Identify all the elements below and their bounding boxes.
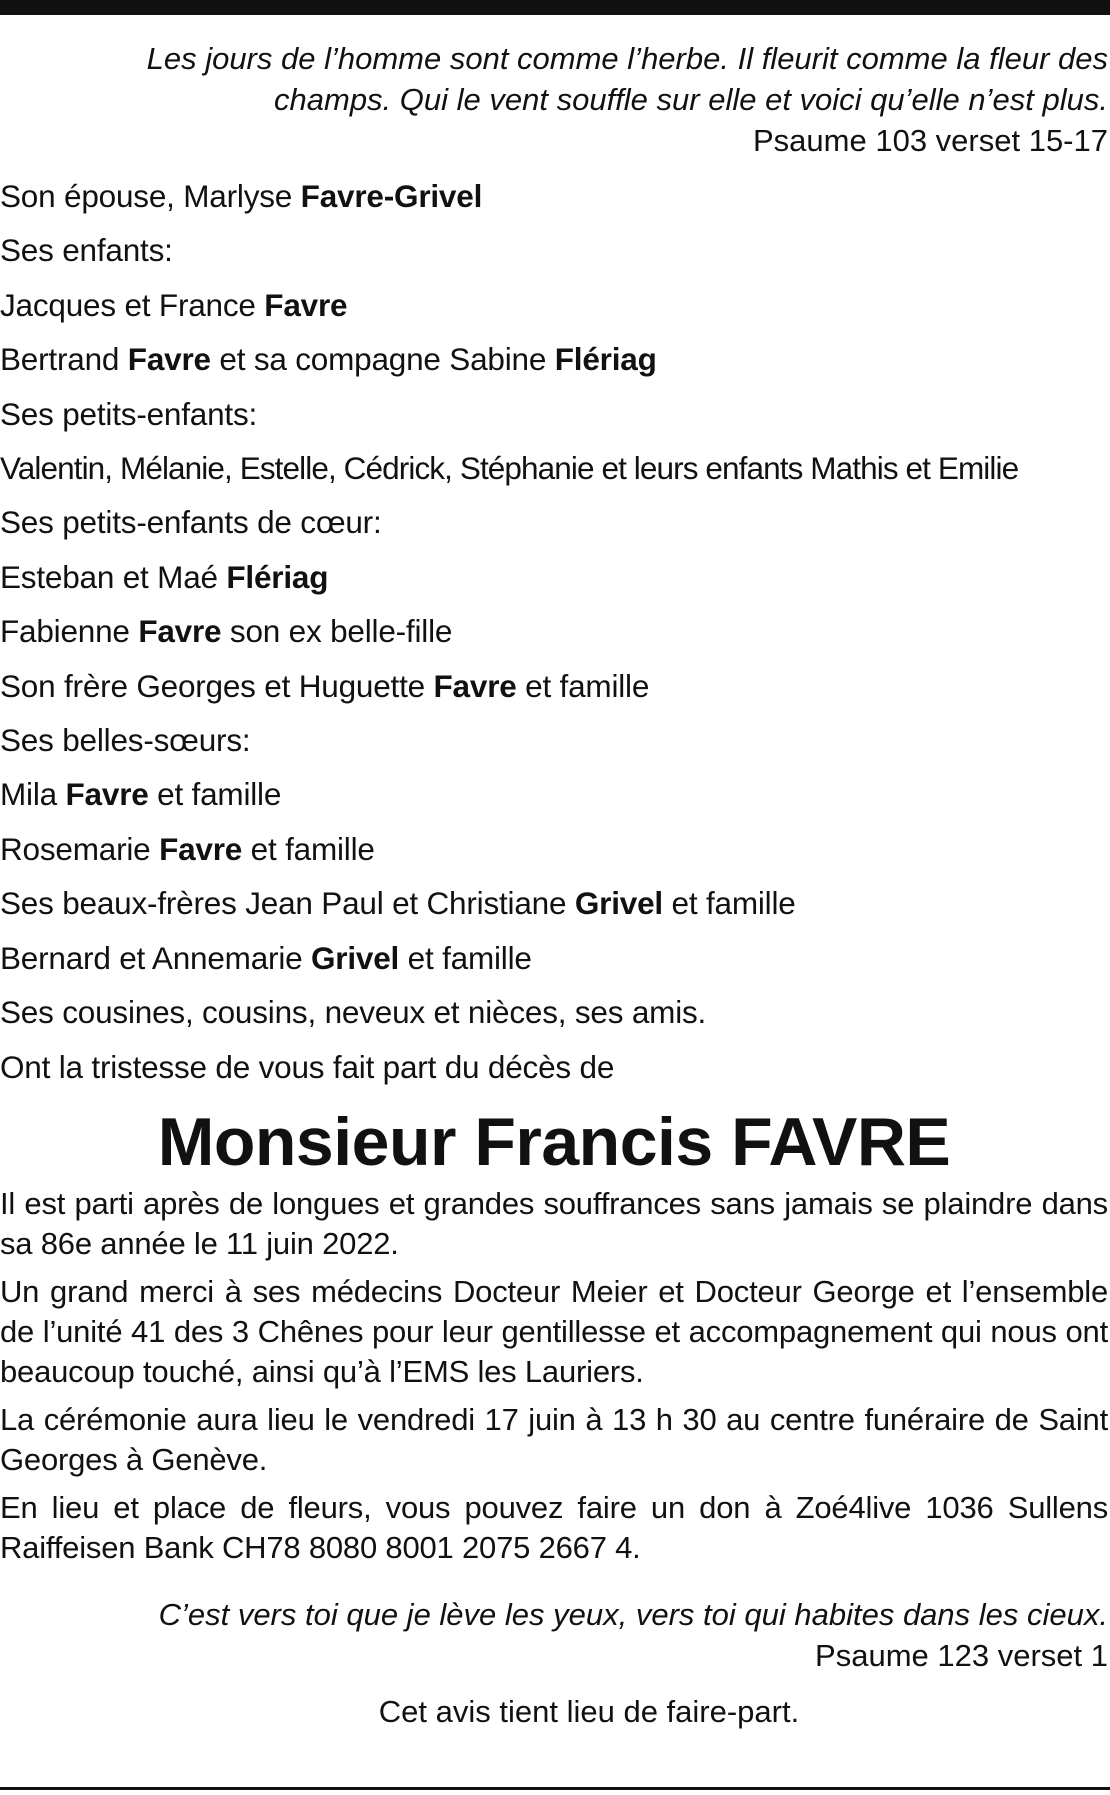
paragraph-ceremony: La cérémonie aura lieu le vendredi 17 juin à 13 h 30 au centre funéraire de Saint Georges à Genève. xyxy=(0,1401,1108,1477)
family-line: Fabienne Favre son ex belle-fille xyxy=(0,613,453,650)
family-line: Ont la tristesse de vous fait part du décès de xyxy=(0,1048,615,1085)
family-line: Rosemarie Favre et famille xyxy=(0,830,375,867)
closing-quote-reference: Psaume 123 verset 1 xyxy=(815,1637,1108,1673)
family-line: Esteban et Maé Flériag xyxy=(0,558,329,595)
obituary-notice xyxy=(0,38,1108,1732)
closing-quote: C’est vers toi que je lève les yeux, vers toi qui habites dans les cieux. xyxy=(158,1596,1108,1632)
paragraph-donation: En lieu et place de fleurs, vous pouvez faire un don à Zoé4live 1036 Sullens Raiffeisen Bank CH78 8080 8001 2075 2667 4. xyxy=(0,1489,1108,1565)
opening-quote-line-1: Les jours de l’homme sont comme l’herbe. Il fleurit comme la fleur des xyxy=(146,41,1108,76)
family-line: Ses cousines, cousins, neveux et nièces, ses amis. xyxy=(0,994,707,1031)
family-line: Ses enfants: xyxy=(0,232,173,269)
family-list xyxy=(0,169,1108,1094)
family-line: Ses beaux-frères Jean Paul et Christiane Grivel et famille xyxy=(0,885,796,922)
family-line: Ses belles-sœurs: xyxy=(0,722,251,759)
family-line: Mila Favre et famille xyxy=(0,776,282,813)
opening-quote-reference: Psaume 103 verset 15-17 xyxy=(753,123,1108,158)
opening-quote-line-2: champs. Qui le vent souffle sur elle et voici qu’elle n’est plus. xyxy=(274,82,1108,117)
family-line: Son frère Georges et Huguette Favre et famille xyxy=(0,667,650,704)
paragraph-thanks: Un grand merci à ses médecins Docteur Meier et Docteur George et l’ensemble de l’unité 41 des 3 Chênes pour leur gentillesse et accompagnement qui nous ont beaucoup touché, ainsi qu’à l’EMS les Lauriers. xyxy=(0,1273,1108,1389)
family-line: Ses petits-enfants de cœur: xyxy=(0,504,382,541)
paragraph-passing: Il est parti après de longues et grandes souffrances sans jamais se plaindre dans sa 86e année le 11 juin 2022. xyxy=(0,1185,1108,1261)
top-border xyxy=(0,0,1110,15)
bottom-border xyxy=(0,1787,1110,1790)
deceased-name: Monsieur Francis FAVRE xyxy=(157,1103,951,1180)
family-line: Valentin, Mélanie, Estelle, Cédrick, Stéphanie et leurs enfants Mathis et Emilie xyxy=(0,450,1019,487)
family-line: Son épouse, Marlyse Favre-Grivel xyxy=(0,178,483,214)
family-line: Ses petits-enfants: xyxy=(0,395,258,432)
family-line: Bertrand Favre et sa compagne Sabine Flériag xyxy=(0,341,657,378)
family-line: Bernard et Annemarie Grivel et famille xyxy=(0,939,532,976)
footer-note: Cet avis tient lieu de faire-part. xyxy=(378,1693,800,1729)
family-line: Jacques et France Favre xyxy=(0,286,348,323)
opening-quote xyxy=(0,38,1108,120)
